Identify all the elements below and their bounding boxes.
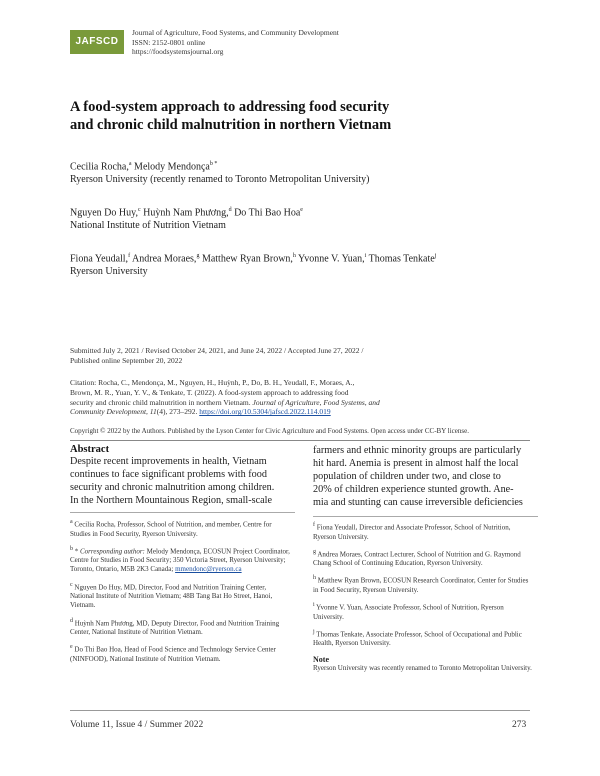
footnote-h (313, 574, 535, 595)
fn-text: Thomas Tenkate, Associate Professor, School of Occupational and Public Health, Ryerson University. (313, 630, 522, 648)
fn-marker: e (70, 644, 73, 651)
footnote-b (70, 545, 290, 575)
author-names: Yvonne V. Yuan, (295, 253, 365, 265)
text-line: hit hard. Anemia is present in almost half the local (313, 458, 519, 469)
text-line: Despite recent improvements in health, Vietnam (70, 456, 267, 467)
citation-journal: Community Development, 11 (70, 407, 157, 417)
article-title (70, 98, 470, 134)
affil-marker: i (364, 253, 367, 259)
journal-logo: JAFSCD (70, 30, 124, 54)
affil-marker: e (300, 207, 303, 213)
abstract-col-2 (313, 444, 538, 509)
footnotes-left (70, 518, 290, 670)
title-line: and chronic child malnutrition in northern Vietnam (70, 117, 392, 133)
fn-marker: a (70, 519, 73, 525)
footnote-j (313, 628, 535, 649)
author-names: Thomas Tenkate (366, 253, 435, 265)
abstract-col-1 (70, 444, 295, 507)
text-line: In the Northern Mountainous Region, small-scale (70, 495, 273, 506)
affiliation: Ryerson University (recently renamed to Toronto Metropolitan University) (70, 174, 370, 186)
fn-text: Matthew Ryan Brown, ECOSUN Research Coordinator, Center for Studies in Food Security, Ryerson University. (313, 576, 529, 594)
fn-text: * (73, 547, 80, 556)
text-line: mia and stunting can cause irreversible deficiencies (313, 497, 523, 508)
author-names: Nguyen Do Huy, (70, 207, 138, 219)
footnote-f (313, 521, 535, 542)
author-names: Matthew Ryan Brown, (199, 253, 293, 265)
fn-marker: i (313, 602, 315, 609)
footer-divider (70, 710, 530, 711)
abstract-text (70, 455, 295, 507)
author-group-2 (70, 204, 303, 232)
fn-text: Fiona Yeudall, Director and Associate Professor, School of Nutrition, Ryerson University. (313, 523, 511, 541)
citation-journal: Journal of Agriculture, Food Systems, and (252, 397, 380, 407)
footnote-a (70, 518, 290, 539)
footnote-divider (313, 516, 538, 517)
journal-name: Journal of Agriculture, Food Systems, and Community Development (132, 28, 339, 37)
footnotes-right (313, 521, 535, 673)
fn-marker: g (313, 548, 316, 555)
author-group-1 (70, 158, 369, 186)
footnote-g (313, 548, 535, 569)
footnote-d (70, 617, 290, 638)
citation-line (70, 398, 540, 408)
fn-marker: d (70, 617, 73, 624)
author-names: Do Thi Bao Hoa (231, 207, 301, 219)
affil-marker: a (128, 161, 132, 167)
fn-text: Huỳnh Nam Phương, MD, Deputy Director, Food and Nutrition Training Center, National Institute of Nutrition Vietnam. (70, 618, 280, 637)
page-number: 273 (512, 720, 527, 730)
abstract-text (313, 444, 538, 509)
fn-marker: h (313, 575, 316, 582)
affiliation: Ryerson University (70, 266, 148, 278)
affil-marker: g (196, 253, 200, 259)
citation-line: Citation: Rocha, C., Mendonça, M., Nguyen, H., Huỳnh, P., Do, B. H., Yeudall, F., Moraes, A., (70, 378, 355, 387)
footnote-c (70, 581, 290, 611)
fn-text: Cecilia Rocha, Professor, School of Nutrition, and member, Centre for Studies in Food Security, Ryerson University. (70, 520, 272, 538)
citation-line (70, 407, 540, 417)
email-link[interactable]: mmendonc@ryerson.ca (175, 565, 242, 574)
affil-marker: h (292, 253, 296, 259)
footnote-divider (70, 512, 295, 513)
affil-marker: j (434, 253, 437, 259)
citation-text: security and chronic child malnutrition in northern Vietnam. (70, 397, 253, 407)
text-line: 20% of children experience stunted growth. Ane- (313, 484, 514, 495)
fn-text: Nguyen Do Huy, MD, Director, Food and Nutrition Training Center, National Institute of Nutrition Vietnam; 48B Tang Bat Ho Street, Hanoi, Vietnam. (70, 583, 273, 610)
author-names: Melody Mendonça (131, 161, 210, 173)
affil-marker: f (128, 253, 131, 259)
submission-dates (70, 346, 540, 366)
author-names: Fiona Yeudall, (70, 253, 129, 265)
submission-line: Submitted July 2, 2021 / Revised October 24, 2021, and June 24, 2022 / Accepted June 27, 2022 / (70, 346, 364, 355)
author-names: Cecilia Rocha, (70, 161, 129, 173)
citation-text: (4), 273–292. (156, 407, 200, 417)
journal-issn: ISSN: 2152-0801 online (132, 37, 206, 47)
note-heading: Note (313, 654, 329, 664)
text-line: continues to face significant problems with food (70, 469, 267, 480)
footnote-i (313, 601, 535, 622)
footer-volume: Volume 11, Issue 4 / Summer 2022 (70, 720, 204, 730)
affil-marker: d (228, 207, 232, 213)
affil-marker: c (137, 207, 141, 213)
fn-text: Yvonne V. Yuan, Associate Professor, School of Nutrition, Ryerson University. (313, 603, 504, 621)
journal-info (132, 28, 339, 57)
affiliation: National Institute of Nutrition Vietnam (70, 220, 226, 232)
author-names: Andrea Moraes, (130, 253, 197, 265)
fn-marker: b (70, 545, 73, 552)
journal-url[interactable]: https://foodsystemsjournal.org (132, 47, 224, 56)
text-line: farmers and ethnic minority groups are particularly (313, 445, 522, 456)
footnote-e (70, 643, 290, 664)
submission-line: Published online September 20, 2022 (70, 355, 183, 365)
citation (70, 378, 540, 417)
text-line: population of children under two, and close to (313, 471, 501, 482)
copyright: Copyright © 2022 by the Authors. Published by the Lyson Center for Civic Agriculture and Food Systems. Open access under CC-BY license. (70, 427, 469, 435)
title-line: A food-system approach to addressing food security (70, 99, 390, 115)
divider (70, 440, 530, 441)
fn-text: Melody Mendonça, ECOSUN Project Coordinator, Centre for Studies in Food Security; 350 Victoria Street, Ryerson University; Toronto, Ontario, M5B 2K3 Canada; (70, 547, 290, 574)
fn-marker: f (313, 522, 315, 528)
author-names: Huỳnh Nam Phương, (140, 207, 229, 219)
fn-italic: Corresponding author: (80, 547, 145, 556)
fn-marker: j (313, 628, 315, 635)
doi-link[interactable]: https://doi.org/10.5304/jafscd.2022.114.019 (199, 407, 331, 417)
fn-text: Andrea Moraes, Contract Lecturer, School of Nutrition and G. Raymond Chang School of Continuing Education, Ryerson University. (313, 550, 521, 568)
abstract-heading: Abstract (70, 444, 110, 455)
text-line: security and chronic malnutrition among children. (70, 482, 275, 493)
fn-text: Do Thi Bao Hoa, Head of Food Science and Technology Service Center (NINFOOD), National Institute of Nutrition Vietnam. (70, 645, 276, 663)
affil-marker: b * (209, 161, 218, 167)
author-group-3 (70, 250, 436, 278)
note-text: Ryerson University was recently renamed to Toronto Metropolitan University. (313, 663, 532, 672)
fn-marker: c (70, 581, 73, 588)
citation-line: Brown, M. R., Yuan, Y. V., & Tenkate, T. (2022). A food-system approach to addressing food (70, 387, 349, 397)
